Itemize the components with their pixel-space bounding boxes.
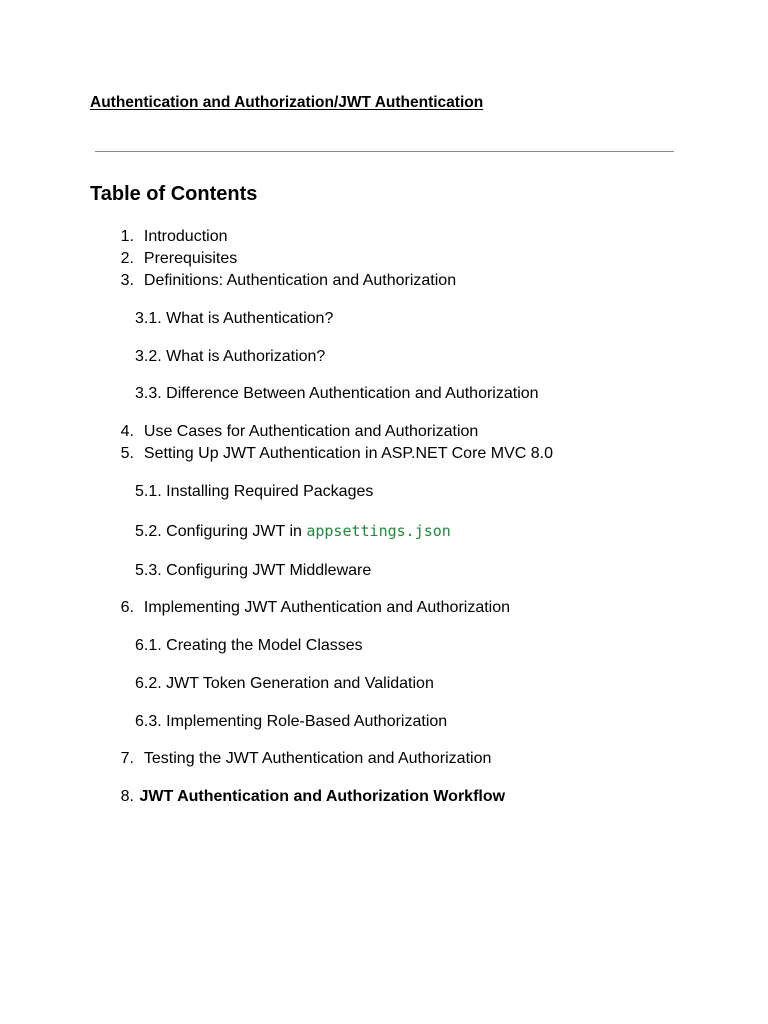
toc-item-use-cases[interactable] (112, 422, 478, 442)
toc-subitem-installing-packages[interactable] (135, 482, 373, 502)
toc-item-label: Setting Up JWT Authentication in ASP.NET Core MVC 8.0 (143, 445, 553, 462)
toc-subitem-label: 6.3. Implementing Role-Based Authorization (135, 713, 448, 730)
toc-item-workflow[interactable] (112, 787, 505, 807)
toc-subitem-label: 5.3. Configuring JWT Middleware (135, 562, 372, 579)
toc-item-label: Prerequisites (143, 250, 238, 267)
toc-subitem-model-classes[interactable] (135, 636, 363, 656)
toc-item-label: Implementing JWT Authentication and Authorization (143, 599, 511, 616)
toc-item-prerequisites[interactable] (112, 249, 237, 269)
toc-item-number: 6. (120, 599, 134, 616)
toc-subitem-label: 6.1. Creating the Model Classes (135, 637, 363, 654)
inline-code: appsettings.json (306, 522, 451, 540)
toc-subitem-label: 3.1. What is Authentication? (135, 310, 334, 327)
breadcrumb-link[interactable]: Authentication and Authorization/JWT Authentication (90, 94, 484, 111)
toc-subitem-configuring-jwt[interactable] (135, 521, 451, 542)
toc-subitem-label: 5.1. Installing Required Packages (135, 483, 374, 500)
toc-subitem-difference[interactable] (135, 384, 539, 404)
toc-item-label: Introduction (143, 228, 228, 245)
toc-item-label: JWT Authentication and Authorization Workflow (139, 788, 506, 805)
toc-subitem-role-based-authorization[interactable] (135, 712, 447, 732)
toc-item-implementing-jwt[interactable] (112, 598, 510, 618)
toc-subitem-configuring-middleware[interactable] (135, 561, 371, 581)
toc-item-setting-up-jwt[interactable] (112, 444, 553, 464)
toc-item-label: Use Cases for Authentication and Authorization (143, 423, 479, 440)
toc-subitem-label: 6.2. JWT Token Generation and Validation (135, 675, 434, 692)
toc-item-definitions[interactable] (112, 271, 456, 291)
horizontal-divider (95, 151, 674, 152)
toc-subitem-token-generation[interactable] (135, 674, 434, 694)
toc-subitem-what-is-authentication[interactable] (135, 309, 333, 329)
toc-item-number: 2. (120, 250, 134, 267)
toc-item-number: 3. (120, 272, 134, 289)
toc-subitem-label: 3.3. Difference Between Authentication and Authorization (135, 385, 539, 402)
toc-item-label: Definitions: Authentication and Authorization (143, 272, 457, 289)
toc-subitem-label: 5.2. Configuring JWT in (135, 523, 307, 540)
page-title: Table of Contents (90, 183, 258, 205)
toc-item-introduction[interactable] (112, 227, 228, 247)
toc-item-number: 4. (120, 423, 134, 440)
toc-subitem-label: 3.2. What is Authorization? (135, 348, 326, 365)
toc-item-number: 7. (120, 750, 134, 767)
toc-item-number: 1. (120, 228, 134, 245)
toc-item-testing[interactable] (112, 749, 491, 769)
toc-subitem-what-is-authorization[interactable] (135, 347, 325, 367)
toc-item-number: 5. (120, 445, 134, 462)
toc-item-number: 8. (120, 788, 134, 805)
toc-item-label: Testing the JWT Authentication and Authorization (143, 750, 492, 767)
